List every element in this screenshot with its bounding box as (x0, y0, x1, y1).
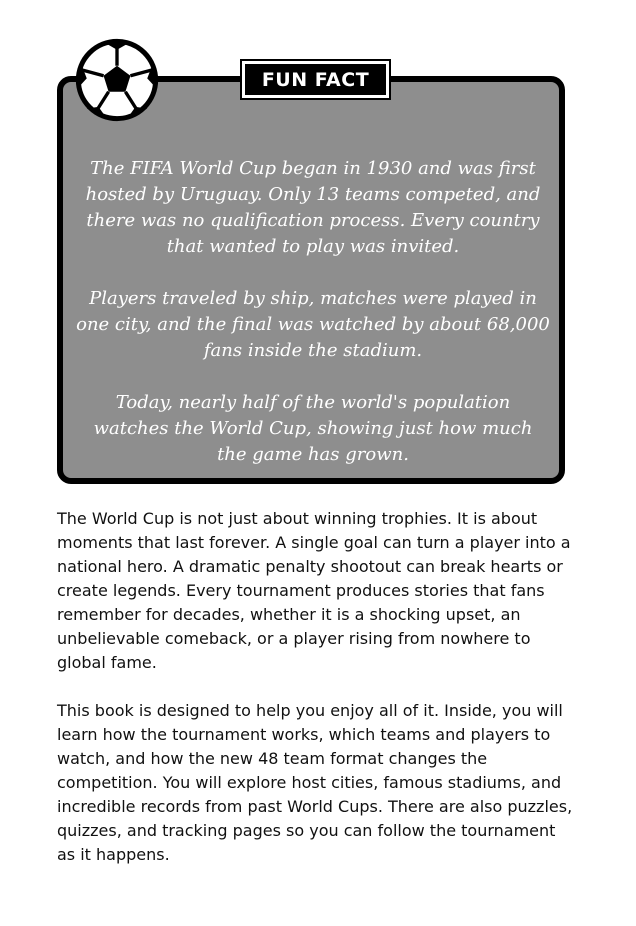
fun-fact-paragraph: Today, nearly half of the world's population watches the World Cup, showing just how much the game has grown. (93, 392, 533, 465)
fun-fact-paragraph: The FIFA World Cup began in 1930 and was first hosted by Uruguay. Only 13 teams competed, and there was no qualification process. Every country that wanted to play was invited. (85, 158, 541, 257)
soccer-ball-icon (75, 38, 159, 122)
fun-fact-label: FUN FACT (242, 61, 389, 98)
body-text (57, 507, 577, 891)
fun-fact-text (76, 156, 550, 494)
fun-fact-paragraph: Players traveled by ship, matches were played in one city, and the final was watched by about 68,000 fans inside the stadium. (76, 288, 550, 361)
body-paragraph: This book is designed to help you enjoy all of it. Inside, you will learn how the tournament works, which teams and players to watch, and how the new 48 team format changes the competition. You will explore host cities, famous stadiums, and incredible records from past World Cups. There are also puzzles, quizzes, and tracking pages so you can follow the tournament as it happens. (57, 701, 573, 864)
body-paragraph: The World Cup is not just about winning trophies. It is about moments that last forever. A single goal can turn a player into a national hero. A dramatic penalty shootout can break hearts or create legends. Every tournament produces stories that fans remember for decades, whether it is a shocking upset, an unbelievable comeback, or a player rising from nowhere to global fame. (57, 509, 571, 672)
